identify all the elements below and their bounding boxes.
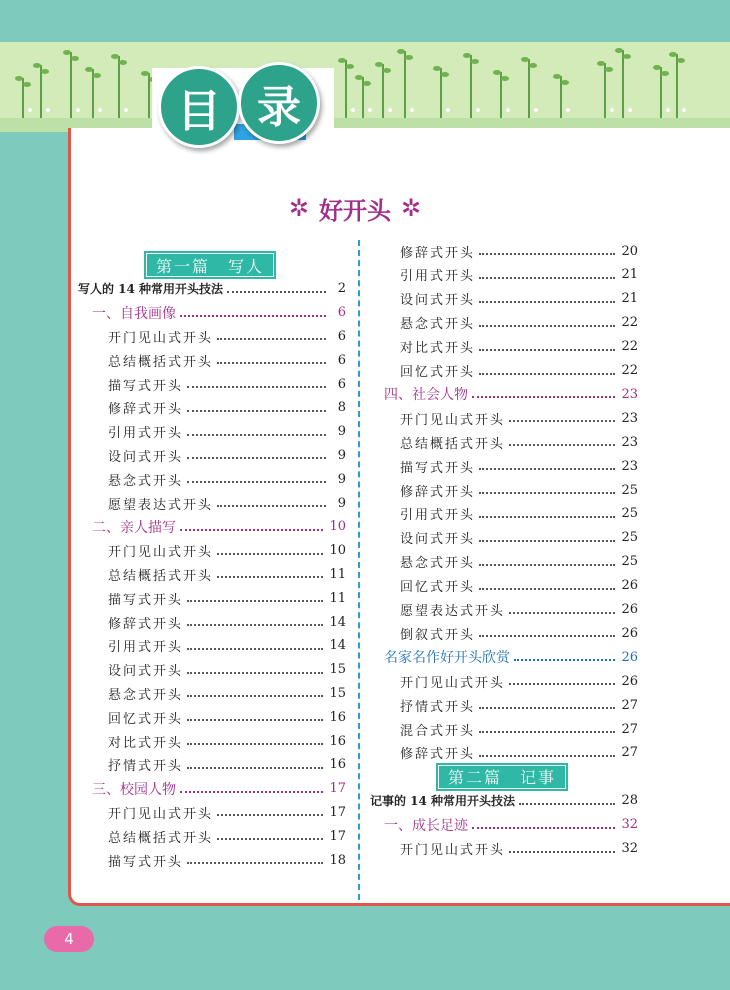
toc-title: 开门见山式开头 (400, 843, 506, 858)
toc-entry[interactable] (400, 551, 638, 573)
toc-entry[interactable] (108, 325, 346, 347)
toc-entry[interactable] (400, 503, 638, 525)
sprout-leaf (529, 63, 537, 68)
toc-entry[interactable] (108, 421, 346, 443)
toc-leader (217, 362, 326, 364)
toc-leader (509, 420, 615, 422)
toc-page: 26 (621, 673, 638, 689)
sprout-leaf (355, 75, 363, 80)
toc-page: 21 (621, 267, 638, 283)
toc-page: 14 (329, 638, 346, 654)
sprout-leaf (346, 64, 354, 69)
toc-page: 26 (621, 649, 638, 665)
toc-entry[interactable] (400, 527, 638, 549)
sprout-dot (368, 108, 372, 112)
sprout-dot (28, 108, 32, 112)
toc-entry[interactable] (400, 336, 638, 358)
toc-page: 25 (621, 530, 638, 546)
toc-entry[interactable] (108, 730, 346, 752)
toc-title: 悬念式开头 (108, 473, 184, 489)
toc-category[interactable] (384, 814, 638, 836)
toc-title: 描写式开头 (108, 854, 184, 870)
column-divider (358, 240, 360, 900)
toc-category[interactable] (384, 383, 638, 405)
sprout-dot (610, 108, 614, 112)
sprout-stem (470, 55, 472, 118)
toc-leader (187, 600, 323, 602)
toc-title: 悬念式开头 (400, 556, 476, 572)
toc-title: 设问式开头 (400, 532, 476, 548)
sprout-leaf (471, 59, 479, 64)
toc-title: 描写式开头 (108, 378, 184, 394)
sprout-leaf (463, 53, 471, 58)
sprout-leaf (33, 63, 41, 68)
toc-entry[interactable] (108, 540, 346, 562)
toc-leader (479, 516, 615, 518)
toc-technique-entry[interactable] (370, 790, 638, 812)
toc-entry[interactable] (400, 742, 638, 764)
toc-page: 9 (337, 471, 346, 487)
toc-leader (479, 588, 615, 590)
toc-leader (217, 553, 323, 555)
toc-leader (187, 743, 323, 745)
toc-title: 四、社会人物 (384, 387, 468, 404)
sprout-leaf (433, 66, 441, 71)
toc-leader (479, 301, 615, 303)
sprout-leaf (141, 71, 149, 76)
flower-icon: ✲ (288, 194, 309, 222)
toc-page: 26 (621, 578, 638, 594)
sprout-stem (676, 54, 678, 118)
toc-leader (180, 315, 326, 317)
sprout-leaf (561, 80, 569, 85)
toc-entry[interactable] (108, 611, 346, 633)
toc-entry[interactable] (400, 479, 638, 501)
sprout-stem (70, 52, 72, 118)
sprout-leaf (493, 70, 501, 75)
sprout-leaf (63, 50, 71, 55)
toc-page: 10 (329, 519, 346, 535)
toc-title: 总结概括式开头 (108, 568, 214, 584)
toc-page: 6 (337, 328, 346, 344)
toc-page: 28 (621, 793, 638, 809)
sprout-dot (124, 108, 128, 112)
toc-title: 修辞式开头 (108, 616, 184, 632)
toc-entry[interactable] (108, 659, 346, 681)
toc-entry[interactable] (400, 575, 638, 597)
sprout-leaf (338, 58, 346, 63)
toc-page: 18 (329, 852, 346, 868)
toc-entry[interactable] (400, 288, 638, 310)
toc-title: 愿望表达式开头 (108, 497, 214, 513)
toc-title: 记事的 14 种常用开头技法 (370, 794, 516, 809)
toc-title: 对比式开头 (400, 341, 476, 357)
toc-technique-entry[interactable] (78, 278, 346, 300)
toc-leader (479, 564, 615, 566)
toc-leader (479, 253, 615, 255)
sprout-dot (628, 108, 632, 112)
toc-entry[interactable] (400, 455, 638, 477)
sprout-leaf (615, 48, 623, 53)
sprout-stem (528, 59, 530, 118)
toc-page: 26 (621, 625, 638, 641)
sprout-leaf (41, 69, 49, 74)
toc-title: 抒情式开头 (108, 759, 184, 775)
toc-entry[interactable] (400, 718, 638, 740)
toc-leader (217, 338, 326, 340)
toc-category[interactable] (92, 302, 346, 324)
toc-entry[interactable] (400, 599, 638, 621)
sprout-leaf (653, 65, 661, 70)
toc-leader (187, 481, 326, 483)
toc-title: 愿望表达式开头 (400, 604, 506, 619)
toc-entry[interactable] (108, 849, 346, 871)
section-heading (260, 190, 450, 226)
sprout-stem (345, 60, 347, 118)
toc-leader (180, 791, 323, 793)
toc-page: 21 (621, 291, 638, 307)
sprout-leaf (383, 68, 391, 73)
toc-page: 2 (337, 281, 346, 297)
toc-entry[interactable] (108, 468, 346, 490)
toc-page: 25 (621, 554, 638, 570)
sprout-dot (351, 108, 355, 112)
toc-title: 混合式开头 (400, 723, 476, 739)
sprout-leaf (405, 55, 413, 60)
toc-title: 引用式开头 (400, 508, 476, 524)
toc-title: 一、成长足迹 (384, 817, 468, 834)
toc-title: 引用式开头 (108, 426, 184, 442)
toc-page: 32 (621, 817, 638, 833)
toc-page: 20 (621, 243, 638, 259)
toc-leader (187, 648, 323, 650)
sprout-leaf (119, 60, 127, 65)
toc-page: 9 (337, 447, 346, 463)
sprout-leaf (521, 57, 529, 62)
toc-title: 修辞式开头 (108, 402, 184, 418)
toc-page: 16 (329, 757, 346, 773)
toc-entry[interactable] (108, 825, 346, 847)
top-band (0, 0, 730, 42)
toc-page: 14 (329, 614, 346, 630)
page-number: 4 (44, 926, 94, 952)
toc-page: 23 (621, 434, 638, 450)
toc-entry[interactable] (400, 264, 638, 286)
toc-entry[interactable] (108, 682, 346, 704)
toc-title: 三、校园人物 (92, 781, 176, 798)
toc-title: 描写式开头 (400, 460, 476, 476)
toc-leader (479, 373, 615, 375)
title-char-1: 目 (158, 66, 240, 148)
toc-page: 6 (337, 352, 346, 368)
sprout-leaf (597, 61, 605, 66)
toc-leader (472, 827, 615, 829)
sprout-leaf (71, 56, 79, 61)
toc-title: 总结概括式开头 (400, 436, 506, 452)
toc-leader (519, 803, 615, 805)
toc-title: 写人的 14 种常用开头技法 (78, 282, 224, 297)
toc-title: 设问式开头 (108, 449, 184, 465)
toc-leader (217, 814, 323, 816)
toc-page: 17 (329, 804, 346, 820)
toc-title: 开门见山式开头 (400, 675, 506, 691)
toc-leader (217, 505, 326, 507)
toc-page: 11 (329, 566, 346, 582)
toc-leader (479, 325, 615, 327)
sprout-leaf (501, 76, 509, 81)
sprout-dot (76, 108, 80, 112)
sprout-leaf (397, 49, 405, 54)
sprout-dot (476, 108, 480, 112)
toc-page: 25 (621, 482, 638, 498)
toc-entry[interactable] (108, 444, 346, 466)
toc-entry[interactable] (400, 694, 638, 716)
toc-title: 引用式开头 (108, 640, 184, 656)
sprout-dot (98, 108, 102, 112)
toc-page: 17 (329, 781, 346, 797)
toc-title: 二、亲人描写 (92, 519, 176, 536)
toc-leader (509, 683, 615, 685)
toc-page: 23 (621, 410, 638, 426)
toc-title: 描写式开头 (108, 592, 184, 608)
sprout-leaf (623, 54, 631, 59)
sprout-stem (622, 50, 624, 118)
toc-leader (479, 731, 615, 733)
sprout-leaf (677, 58, 685, 63)
toc-page: 15 (329, 685, 346, 701)
toc-page: 27 (621, 697, 638, 713)
sprout-dot (446, 108, 450, 112)
sprout-dot (388, 108, 392, 112)
toc-leader (187, 672, 323, 674)
toc-leader (479, 277, 615, 279)
sprout-dot (566, 108, 570, 112)
toc-entry[interactable] (108, 635, 346, 657)
toc-entry[interactable] (108, 563, 346, 585)
sprout-leaf (15, 76, 23, 81)
toc-entry[interactable] (400, 838, 638, 860)
sprout-stem (404, 51, 406, 118)
toc-page: 16 (329, 733, 346, 749)
sprout-dot (506, 108, 510, 112)
toc-leader (479, 707, 615, 709)
toc-entry[interactable] (400, 360, 638, 382)
toc-category[interactable] (92, 778, 346, 800)
toc-leader (479, 635, 615, 637)
toc-page: 8 (337, 400, 346, 416)
toc-page: 32 (621, 841, 638, 856)
sprout-leaf (553, 74, 561, 79)
part-heading: 第二篇 记事 (438, 765, 566, 789)
toc-page: 26 (621, 602, 638, 617)
toc-leader (509, 851, 615, 853)
toc-leader (217, 838, 323, 840)
toc-entry[interactable] (400, 407, 638, 429)
toc-title: 名家名作好开头欣赏 (384, 650, 510, 667)
toc-page: 10 (329, 543, 346, 559)
toc-page: 11 (329, 590, 346, 606)
toc-leader (187, 719, 323, 721)
sprout-leaf (661, 71, 669, 76)
toc-leader (187, 410, 326, 412)
toc-title: 抒情式开头 (400, 699, 476, 715)
toc-page: 23 (621, 458, 638, 474)
toc-page: 6 (337, 376, 346, 392)
toc-leader (509, 444, 615, 446)
toc-leader (217, 576, 323, 578)
toc-title: 开门见山式开头 (108, 806, 214, 822)
toc-leader (187, 457, 326, 459)
sprout-dot (666, 108, 670, 112)
toc-entry[interactable] (108, 349, 346, 371)
toc-leader (187, 624, 323, 626)
sprout-leaf (375, 62, 383, 67)
toc-leader (479, 540, 615, 542)
sprout-dot (46, 108, 50, 112)
sprout-leaf (93, 73, 101, 78)
toc-title: 悬念式开头 (400, 317, 476, 333)
toc-entry[interactable] (108, 492, 346, 514)
toc-entry[interactable] (108, 397, 346, 419)
toc-title: 一、自我画像 (92, 305, 176, 322)
toc-entry[interactable] (108, 754, 346, 776)
toc-title: 开门见山式开头 (108, 545, 214, 561)
toc-page: 16 (329, 709, 346, 725)
toc-category[interactable] (92, 516, 346, 538)
sprout-leaf (111, 54, 119, 59)
toc-page: 23 (621, 386, 638, 402)
toc-entry[interactable] (400, 622, 638, 644)
toc-entry[interactable] (400, 312, 638, 334)
toc-title: 设问式开头 (108, 664, 184, 680)
toc-leader (514, 659, 615, 661)
sprout-leaf (669, 52, 677, 57)
toc-page: 15 (329, 662, 346, 678)
toc-leader (479, 349, 615, 351)
toc-leader (187, 695, 323, 697)
toc-title: 总结概括式开头 (108, 830, 214, 846)
sprout-stem (118, 56, 120, 118)
toc-title: 悬念式开头 (108, 687, 184, 703)
sprout-dot (682, 108, 686, 112)
toc-entry[interactable] (108, 373, 346, 395)
toc-page: 25 (621, 506, 638, 522)
toc-title: 修辞式开头 (400, 245, 476, 261)
toc-entry[interactable] (108, 706, 346, 728)
toc-page: 6 (337, 305, 346, 321)
toc-page: 27 (621, 745, 638, 761)
toc-page: 22 (621, 339, 638, 355)
sprout-dot (534, 108, 538, 112)
flower-icon: ✲ (401, 194, 422, 222)
toc-page: 9 (337, 424, 346, 440)
part-heading: 第一篇 写人 (146, 253, 274, 277)
toc-page: 22 (621, 315, 638, 331)
toc-entry[interactable] (400, 670, 638, 692)
toc-entry[interactable] (108, 801, 346, 823)
toc-page: 17 (329, 828, 346, 844)
toc-leader (187, 434, 326, 436)
toc-title: 倒叙式开头 (400, 627, 476, 643)
toc-leader (187, 767, 323, 769)
toc-title: 开门见山式开头 (108, 330, 214, 346)
toc-page: 27 (621, 721, 638, 737)
toc-title: 回忆式开头 (108, 711, 184, 727)
toc-leader (472, 396, 615, 398)
toc-title: 总结概括式开头 (108, 354, 214, 370)
toc-title: 回忆式开头 (400, 580, 476, 596)
toc-title: 修辞式开头 (400, 747, 476, 763)
sprout-dot (410, 108, 414, 112)
toc-title: 开门见山式开头 (400, 412, 506, 428)
toc-entry[interactable] (108, 587, 346, 609)
toc-title: 修辞式开头 (400, 484, 476, 500)
sprout-leaf (605, 67, 613, 72)
toc-leader (180, 529, 323, 531)
toc-leader (479, 755, 615, 757)
title-char-2: 录 (238, 62, 320, 144)
toc-leader (479, 492, 615, 494)
toc-title: 设问式开头 (400, 293, 476, 309)
toc-leader (187, 386, 326, 388)
sprout-leaf (363, 81, 371, 86)
toc-leader (227, 291, 326, 293)
toc-leader (479, 468, 615, 470)
sprout-leaf (23, 82, 31, 87)
toc-entry[interactable] (400, 431, 638, 453)
toc-leader (187, 862, 323, 864)
toc-page: 9 (337, 495, 346, 511)
toc-category[interactable] (384, 646, 638, 668)
toc-title: 对比式开头 (108, 735, 184, 751)
toc-entry[interactable] (400, 240, 638, 262)
section-heading-text: 好开头 (319, 196, 391, 225)
toc-leader (509, 612, 615, 614)
toc-title: 回忆式开头 (400, 365, 476, 380)
sprout-leaf (441, 72, 449, 77)
toc-title: 引用式开头 (400, 269, 476, 285)
sprout-leaf (85, 67, 93, 72)
toc-page: 22 (621, 363, 638, 378)
